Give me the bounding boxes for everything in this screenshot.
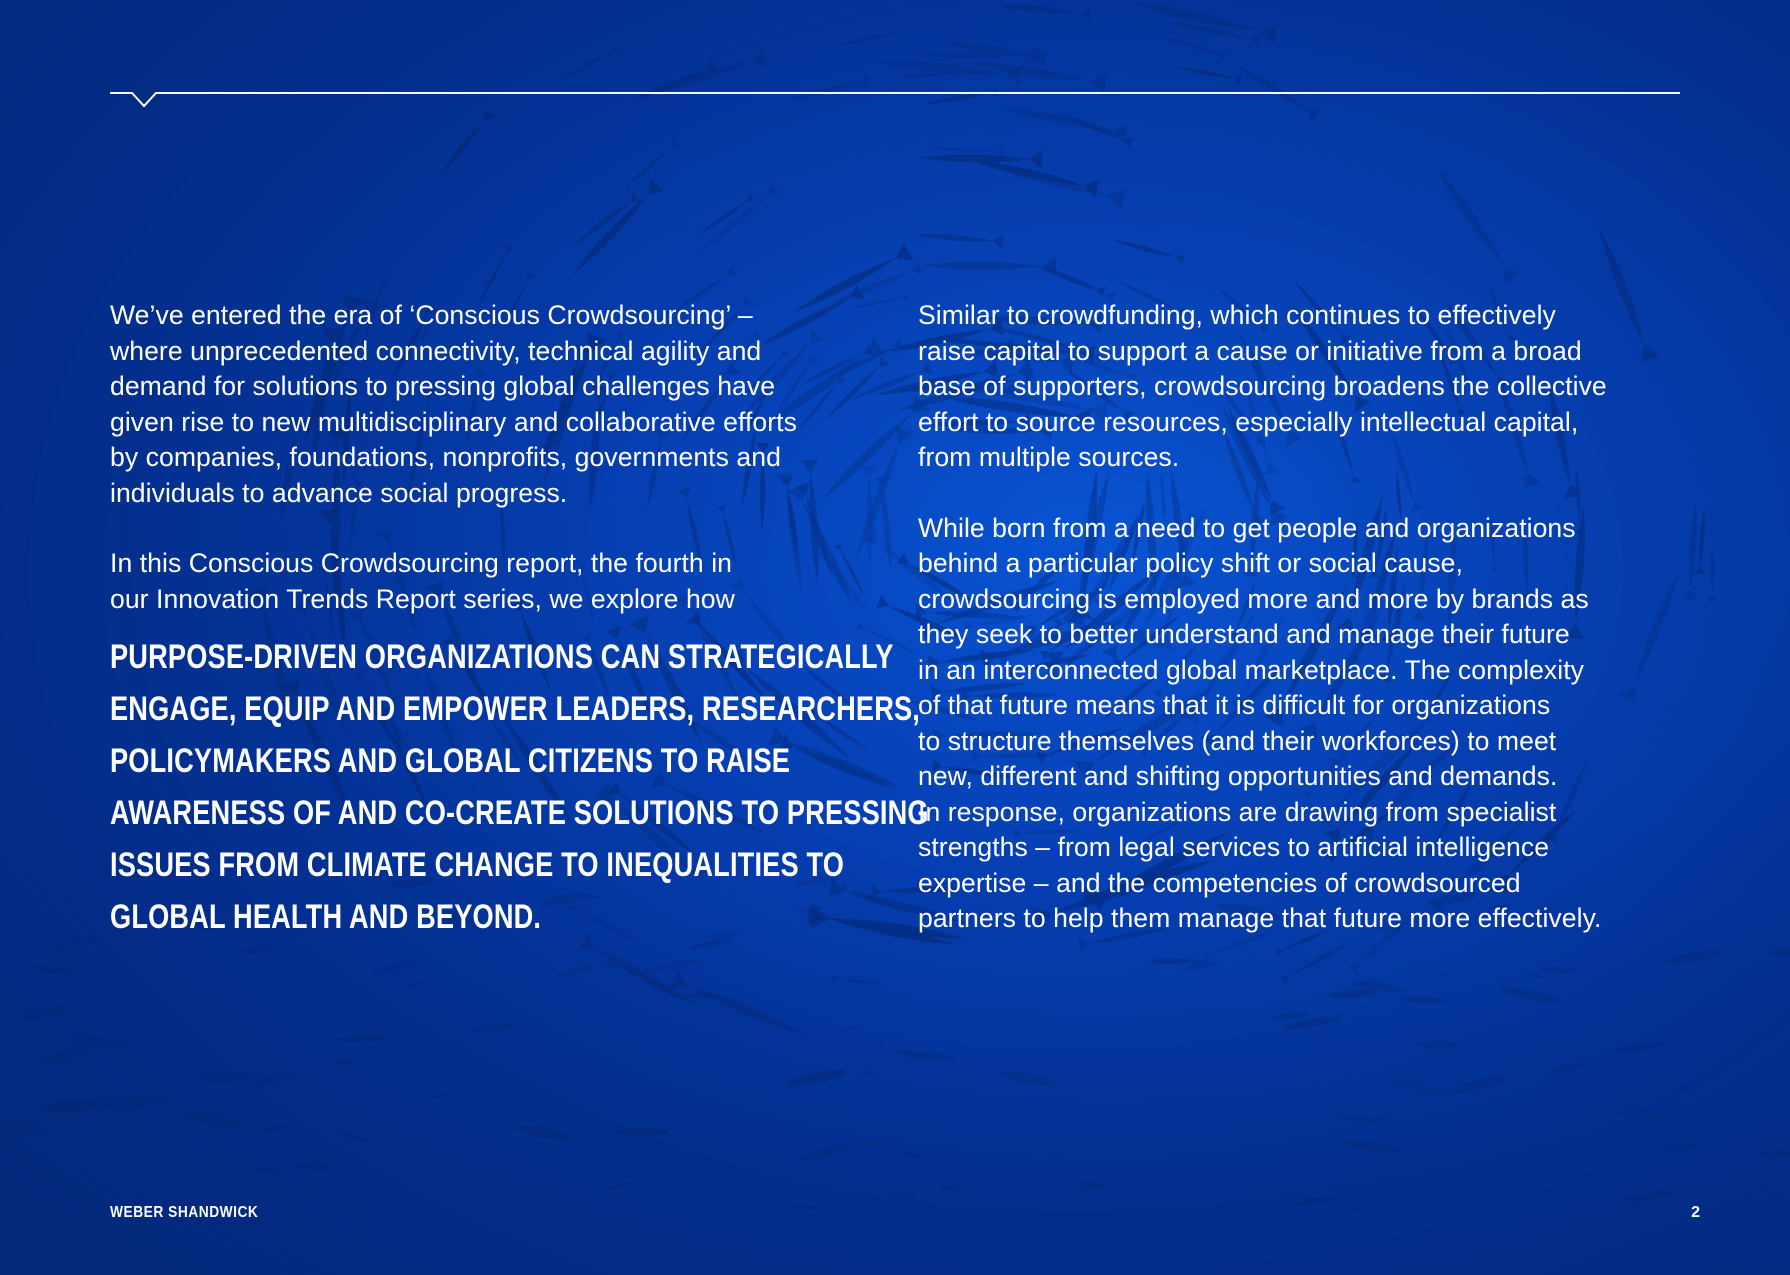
left-column <box>110 298 929 943</box>
text-line: crowdsourcing is employed more and more by brands as <box>918 583 1589 614</box>
text-line: where unprecedented connectivity, technical agility and <box>110 335 762 366</box>
brand-footer: WEBER SHANDWICK <box>110 1204 259 1221</box>
text-line: our Innovation Trends Report series, we explore how <box>110 583 735 614</box>
text-line: to structure themselves (and their workforces) to meet <box>918 725 1557 756</box>
text-line: by companies, foundations, nonprofits, governments and <box>110 442 781 472</box>
text-line: given rise to new multidisciplinary and collaborative efforts <box>110 406 797 437</box>
text-line: demand for solutions to pressing global challenges have <box>110 371 776 401</box>
headline-line: POLICYMAKERS AND GLOBAL CITIZENS TO RAISE <box>110 742 791 780</box>
text-line: While born from a need to get people and organizations <box>918 512 1576 543</box>
text-line: In this Conscious Crowdsourcing report, the fourth in <box>110 548 732 578</box>
text-line: effort to source resources, especially intellectual capital, <box>918 406 1579 437</box>
intro-paragraph <box>110 298 900 511</box>
text-line: they seek to better understand and manage their future <box>918 619 1570 649</box>
crowdsourcing-paragraph <box>918 511 1698 937</box>
text-line: new, different and shifting opportunities and demands. <box>918 761 1558 791</box>
text-line: raise capital to support a cause or initiative from a broad <box>918 335 1582 366</box>
headline-line: ENGAGE, EQUIP AND EMPOWER LEADERS, RESEARCHERS, <box>110 690 921 728</box>
crowdfunding-paragraph <box>918 298 1698 476</box>
page-number: 2 <box>1691 1204 1700 1221</box>
right-column <box>918 298 1698 972</box>
headline-line: AWARENESS OF AND CO-CREATE SOLUTIONS TO PRESSING <box>110 794 929 832</box>
text-line: Similar to crowdfunding, which continues to effectively <box>918 300 1556 330</box>
text-line: of that future means that it is difficult for organizations <box>918 690 1551 720</box>
text-line: individuals to advance social progress. <box>110 477 568 508</box>
text-line: partners to help them manage that future more effectively. <box>918 903 1602 933</box>
text-line: We’ve entered the era of ‘Conscious Crowdsourcing’ – <box>110 300 753 330</box>
pull-quote-headline <box>110 631 929 943</box>
text-line: In response, organizations are drawing from specialist <box>918 796 1557 827</box>
headline-line: ISSUES FROM CLIMATE CHANGE TO INEQUALITIES TO <box>110 846 845 884</box>
text-line: base of supporters, crowdsourcing broadens the collective <box>918 371 1607 401</box>
headline-line: GLOBAL HEALTH AND BEYOND. <box>110 898 542 936</box>
headline-line: PURPOSE-DRIVEN ORGANIZATIONS CAN STRATEGICALLY <box>110 638 894 676</box>
text-line: strengths – from legal services to artificial intelligence <box>918 832 1550 862</box>
top-divider-with-chevron <box>110 84 1680 110</box>
text-line: in an interconnected global marketplace. The complexity <box>918 654 1584 685</box>
text-line: expertise – and the competencies of crowdsourced <box>918 867 1521 898</box>
text-line: from multiple sources. <box>918 442 1180 472</box>
report-intro-paragraph <box>110 546 900 617</box>
text-line: behind a particular policy shift or social cause, <box>918 548 1463 578</box>
